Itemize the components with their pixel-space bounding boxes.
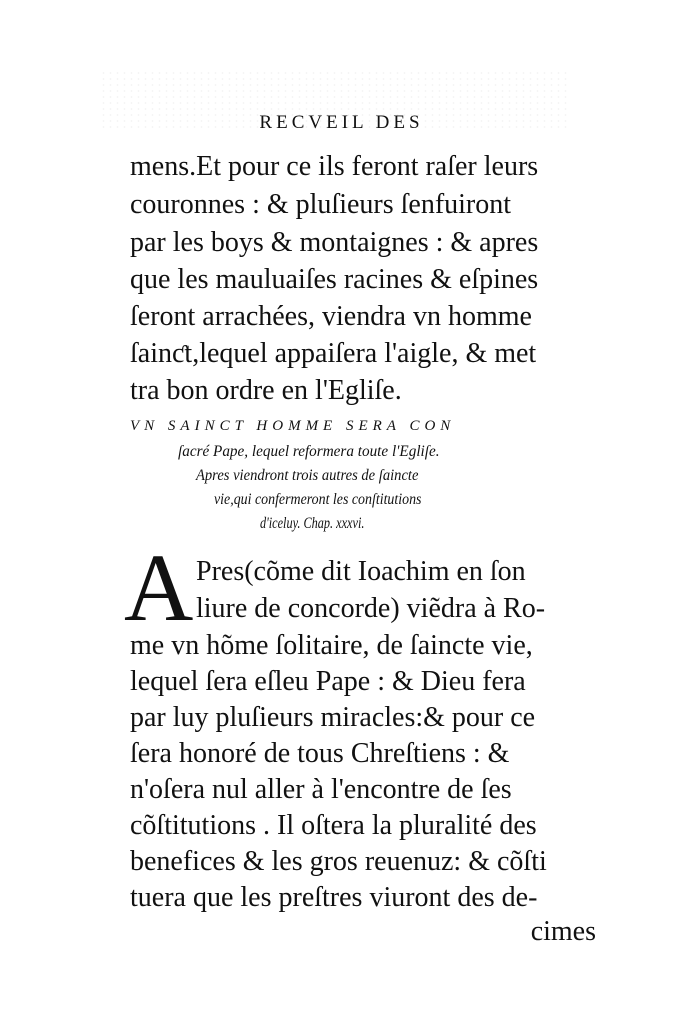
body-line: lequel ſera eſleu Pape : & Dieu fera xyxy=(130,666,526,697)
running-title: RECVEIL DES xyxy=(259,112,424,133)
catchword: cimes xyxy=(530,916,596,947)
chapter-heading: VN SAINCT HOMME SERA CON xyxy=(130,418,456,434)
drop-cap: A xyxy=(124,534,194,641)
body-line: liure de concorde) viẽdra à Ro- xyxy=(196,593,546,624)
body-line: benefices & les gros reuenuz: & cõſti xyxy=(130,846,547,877)
chapter-summary-line: ſacré Pape, lequel reformera toute l'Egliſe. xyxy=(178,443,440,460)
body-line: par luy pluſieurs miracles:& pour ce xyxy=(130,702,536,733)
body-line: me vn hõme ſolitaire, de ſaincte vie, xyxy=(130,630,533,661)
body-line: n'oſera nul aller à l'encontre de ſes xyxy=(130,774,512,805)
body-line: ſera honoré de tous Chreſtiens : & xyxy=(130,738,510,769)
chapter-summary-line: Apres viendront trois autres de ſaincte xyxy=(196,467,419,484)
body-line: tuera que les preſtres viuront des de- xyxy=(130,882,538,913)
body-line: que les mauluaiſes racines & eſpines xyxy=(130,264,539,295)
body-line: cõſtitutions . Il oſtera la pluralité des xyxy=(130,810,537,841)
body-line: couronnes : & pluſieurs ſenfuiront xyxy=(130,189,512,220)
body-line: mens.Et pour ce ils feront raſer leurs xyxy=(130,151,539,182)
body-line: par les boys & montaignes : & apres xyxy=(130,227,539,258)
body-line: tra bon ordre en l'Egliſe. xyxy=(130,375,402,406)
chapter-summary-line: d'iceluy. Chap. xxxvi. xyxy=(260,515,365,532)
chapter-summary-line: vie,qui confermeront les conſtitutions xyxy=(214,491,422,508)
body-line: ſeront arrachées, viendra vn homme xyxy=(130,301,532,332)
body-line: ſainƈt,lequel appaiſera l'aigle, & met xyxy=(130,338,537,369)
body-line: Pres(cõme dit Ioachim en ſon xyxy=(196,556,526,587)
